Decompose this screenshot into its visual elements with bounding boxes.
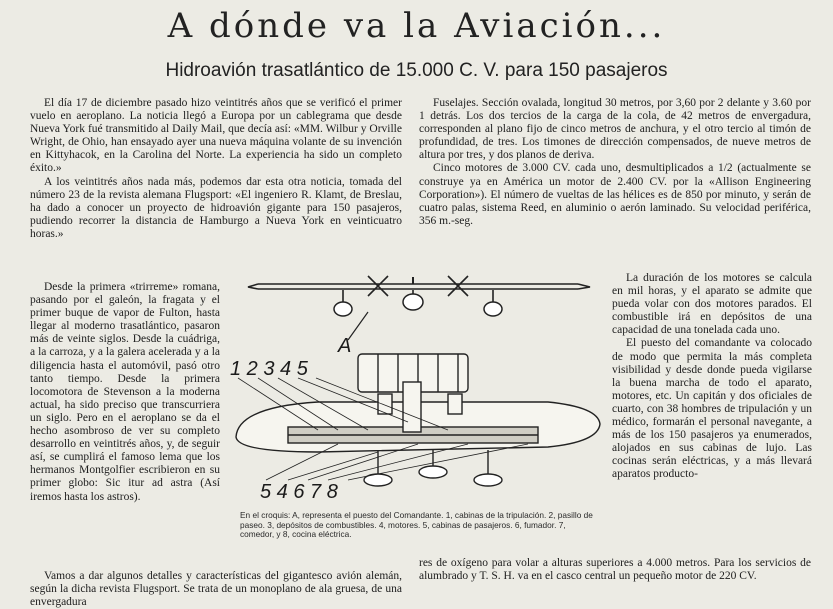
paragraph: Desde la primera «trirreme» romana, pasando por el galeón, la fragata y el primer buque de vapor de Fulton, hasta llegar al moderno trasatlántico, pasaron más de veinte siglos. Desde la cuádriga, a la carroza, y a la galera acelerada y a la diligencia hasta el automóvil, pasó otro tanto tiempo. Desde la primera locomotora de Stevenson a la moderna actual, ha sido preciso que transcurriera un siglo. Pero en el aeroplano se da el hecho asombroso de ver su completo desarrollo en veintitrés años, y, de seguir así, se cumplirá el famoso lema que los hermanos Montgolfier escribieron en su primer globo: Sic itur ad astra (Así iremos hasta los astros).	[30, 281, 220, 503]
paragraph: La duración de los motores se calcula en mil horas, y el aparato se admite que pueda volar con dos motores parados. El combustible irá en depósitos de una capacidad de una tonelada cada uno.	[612, 272, 812, 337]
paragraph: El día 17 de diciembre pasado hizo veintitrés años que se verificó el primer vuelo en aeroplano. La noticia llegó a Europa por un cablegrama que desde Nueva York fué transmitido al Daily Mail, que decía así: «MM. Wilbur y Orville Wright, de Ohio, han ensayado ayer una nueva máquina volante de su invención en Kittyhacok, en la Carolina del Norte. La experiencia ha sido un completo éxito.»	[30, 97, 402, 175]
right-column-narrow	[612, 272, 812, 482]
paragraph: Cinco motores de 3.000 CV. cada uno, desmultiplicados a 1/2 (actualmente se construye ya en América un motor de 2.400 CV. por la «Allison Engineering Corporation»). El número de vueltas de las hélices es de 850 por minuto, y serán de cuatro palas, sistema Reed, en aluminio o aerón laminado. Su velocidad periférica, 356 m.-seg.	[419, 162, 811, 227]
right-column-bottom	[419, 557, 811, 583]
paragraph: Fuselajes. Sección ovalada, longitud 30 metros, por 3,60 por 2 delante y 3.60 por 1 detrás. Los dos tercios de la carga de la cola, de 42 metros de envergadura, corresponden al plano fijo de cinco metros de anchura, y el otro tercio al timón de profundidad, de tres. Los timones de dirección compensados, de nueve metros de altura por tres, y dos planos de deriva.	[419, 97, 811, 162]
paragraph: A los veintitrés años nada más, podemos dar esta otra noticia, tomada del número 23 de la revista alemana Flugsport: «El ingeniero R. Klamt, de Breslau, ha dado a conocer un proyecto de hidroavión gigante para 150 pasajeros, pudiendo recorrer la distancia de Hamburgo a Nueva York en veinticuatro horas.»	[30, 175, 402, 240]
left-column-bottom	[30, 570, 402, 609]
left-column-narrow	[30, 281, 220, 504]
numbers-bottom: 5 4 6 7 8	[260, 481, 338, 503]
paragraph: El puesto del comandante va colocado de modo que permita la más completa visibilidad y desde donde pueda vigilarse la buena marcha de todo el aparato, motores, etc. Un capitán y dos oficiales de cuarto, con 38 hombres de tripulación y un médico, formarán el personal navegante, a más de los 150 pasajeros ya enumerados, alojados en sus cabinas de lujo. Las cocinas serán eléctricas, y a más llevará aparatos producto-	[612, 337, 812, 481]
paragraph: Vamos a dar algunos detalles y características del gigantesco avión alemán, según la dicha revista Flugsport. Se trata de un monoplano de ala gruesa, de una envergadura	[30, 570, 402, 609]
figure-caption: En el croquis: A, representa el puesto del Comandante. 1, cabinas de la tripulación. 2, pasillo de paseo. 3, depósitos de combustibles. 4, motores. 5, cabinas de pasajeros. 6, fumador. 7, comedor, y 8, cocina eléctrica.	[240, 510, 593, 539]
seaplane-sketch	[218, 262, 610, 512]
article-subtitle: Hidroavión trasatlántico de 15.000 C. V. para 150 pasajeros	[165, 60, 668, 81]
paragraph: res de oxígeno para volar a alturas superiores a 4.000 metros. Para los servicios de alumbrado y T. S. H. va en el casco central un pequeño motor de 220 CV.	[419, 557, 811, 583]
label-a: A	[338, 335, 352, 357]
article-title: A dónde va la Aviación...	[167, 6, 666, 46]
numbers-top: 1 2 3 4 5	[230, 358, 308, 380]
right-column	[419, 97, 811, 228]
left-column	[30, 97, 402, 241]
